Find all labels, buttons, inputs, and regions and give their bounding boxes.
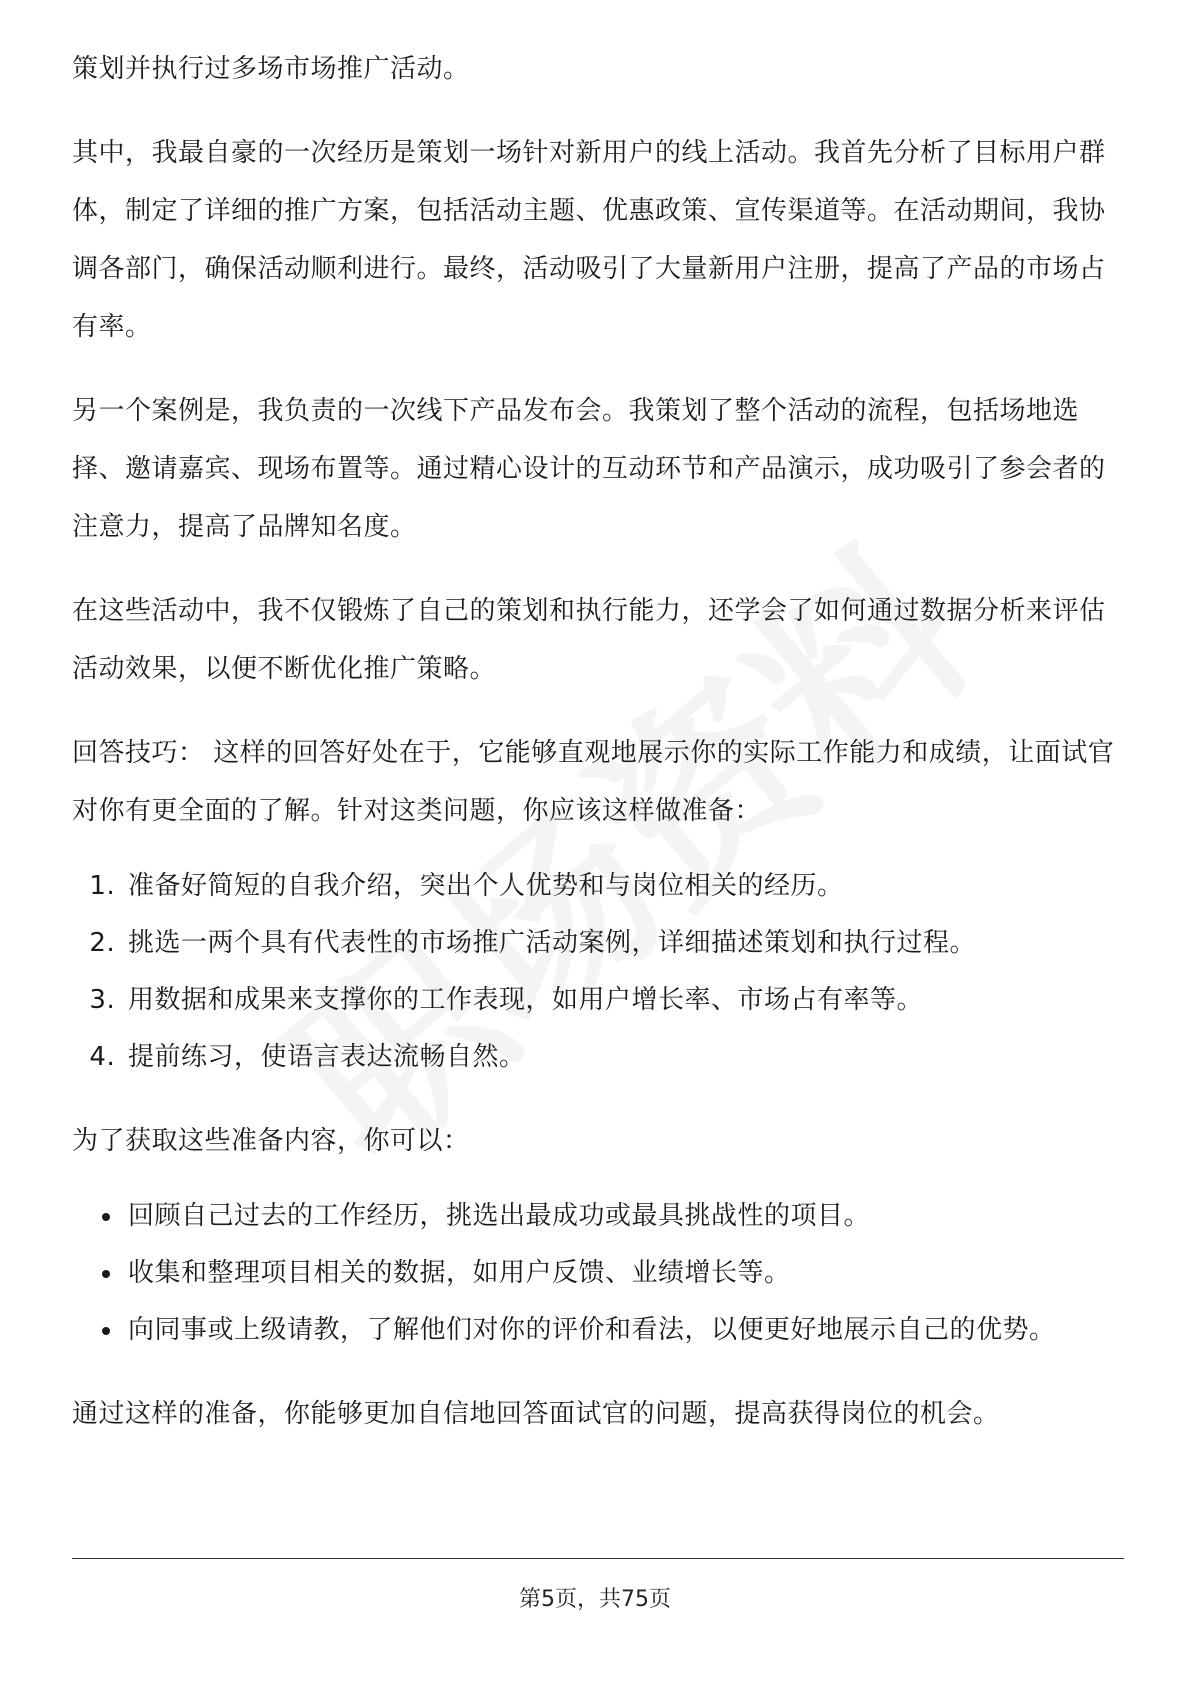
bullet-list-item: • 收集和整理项目相关的数据，如用户反馈、业绩增长等。 <box>124 1245 1122 1302</box>
bullet-list-item: • 回顾自己过去的工作经历，挑选出最成功或最具挑战性的项目。 <box>124 1188 1122 1245</box>
preparation-ordered-list <box>72 858 1122 1086</box>
paragraph-2: 其中，我最自豪的一次经历是策划一场针对新用户的线上活动。我首先分析了目标用户群体，制定了详细的推广方案，包括活动主题、优惠政策、宣传渠道等。在活动期间，我协调各部门，确保活动顺利进行。最终，活动吸引了大量新用户注册，提高了产品的市场占有率。 <box>72 138 1106 342</box>
paragraph-7-conclusion: 通过这样的准备，你能够更加自信地回答面试官的问题，提高获得岗位的机会。 <box>72 1399 1000 1429</box>
paragraph-1: 策划并执行过多场市场推广活动。 <box>72 54 470 84</box>
paragraph-4: 在这些活动中，我不仅锻炼了自己的策划和执行能力，还学会了如何通过数据分析来评估活动效果，以便不断优化推广策略。 <box>72 596 1106 684</box>
ordered-list-item: 4. 提前练习，使语言表达流畅自然。 <box>124 1029 1122 1086</box>
document-body <box>72 40 1122 1443</box>
ordered-list-item: 3. 用数据和成果来支撑你的工作表现，如用户增长率、市场占有率等。 <box>124 972 1122 1029</box>
paragraph-5-tips: 回答技巧： 这样的回答好处在于，它能够直观地展示你的实际工作能力和成绩，让面试官对你有更全面的了解。针对这类问题，你应该这样做准备： <box>72 738 1115 826</box>
footer-divider <box>72 1558 1124 1559</box>
bullet-list-item: • 向同事或上级请教，了解他们对你的评价和看法，以便更好地展示自己的优势。 <box>124 1302 1122 1359</box>
preparation-bullet-list <box>72 1188 1122 1359</box>
page-number: 第5页，共75页 <box>519 1587 671 1612</box>
ordered-list-item: 2. 挑选一两个具有代表性的市场推广活动案例，详细描述策划和执行过程。 <box>124 915 1122 972</box>
paragraph-6: 为了获取这些准备内容，你可以： <box>72 1126 470 1156</box>
ordered-list-item: 1. 准备好简短的自我介绍，突出个人优势和与岗位相关的经历。 <box>124 858 1122 915</box>
paragraph-3: 另一个案例是，我负责的一次线下产品发布会。我策划了整个活动的流程，包括场地选择、邀请嘉宾、现场布置等。通过精心设计的互动环节和产品演示，成功吸引了参会者的注意力，提高了品牌知名度。 <box>72 396 1106 542</box>
